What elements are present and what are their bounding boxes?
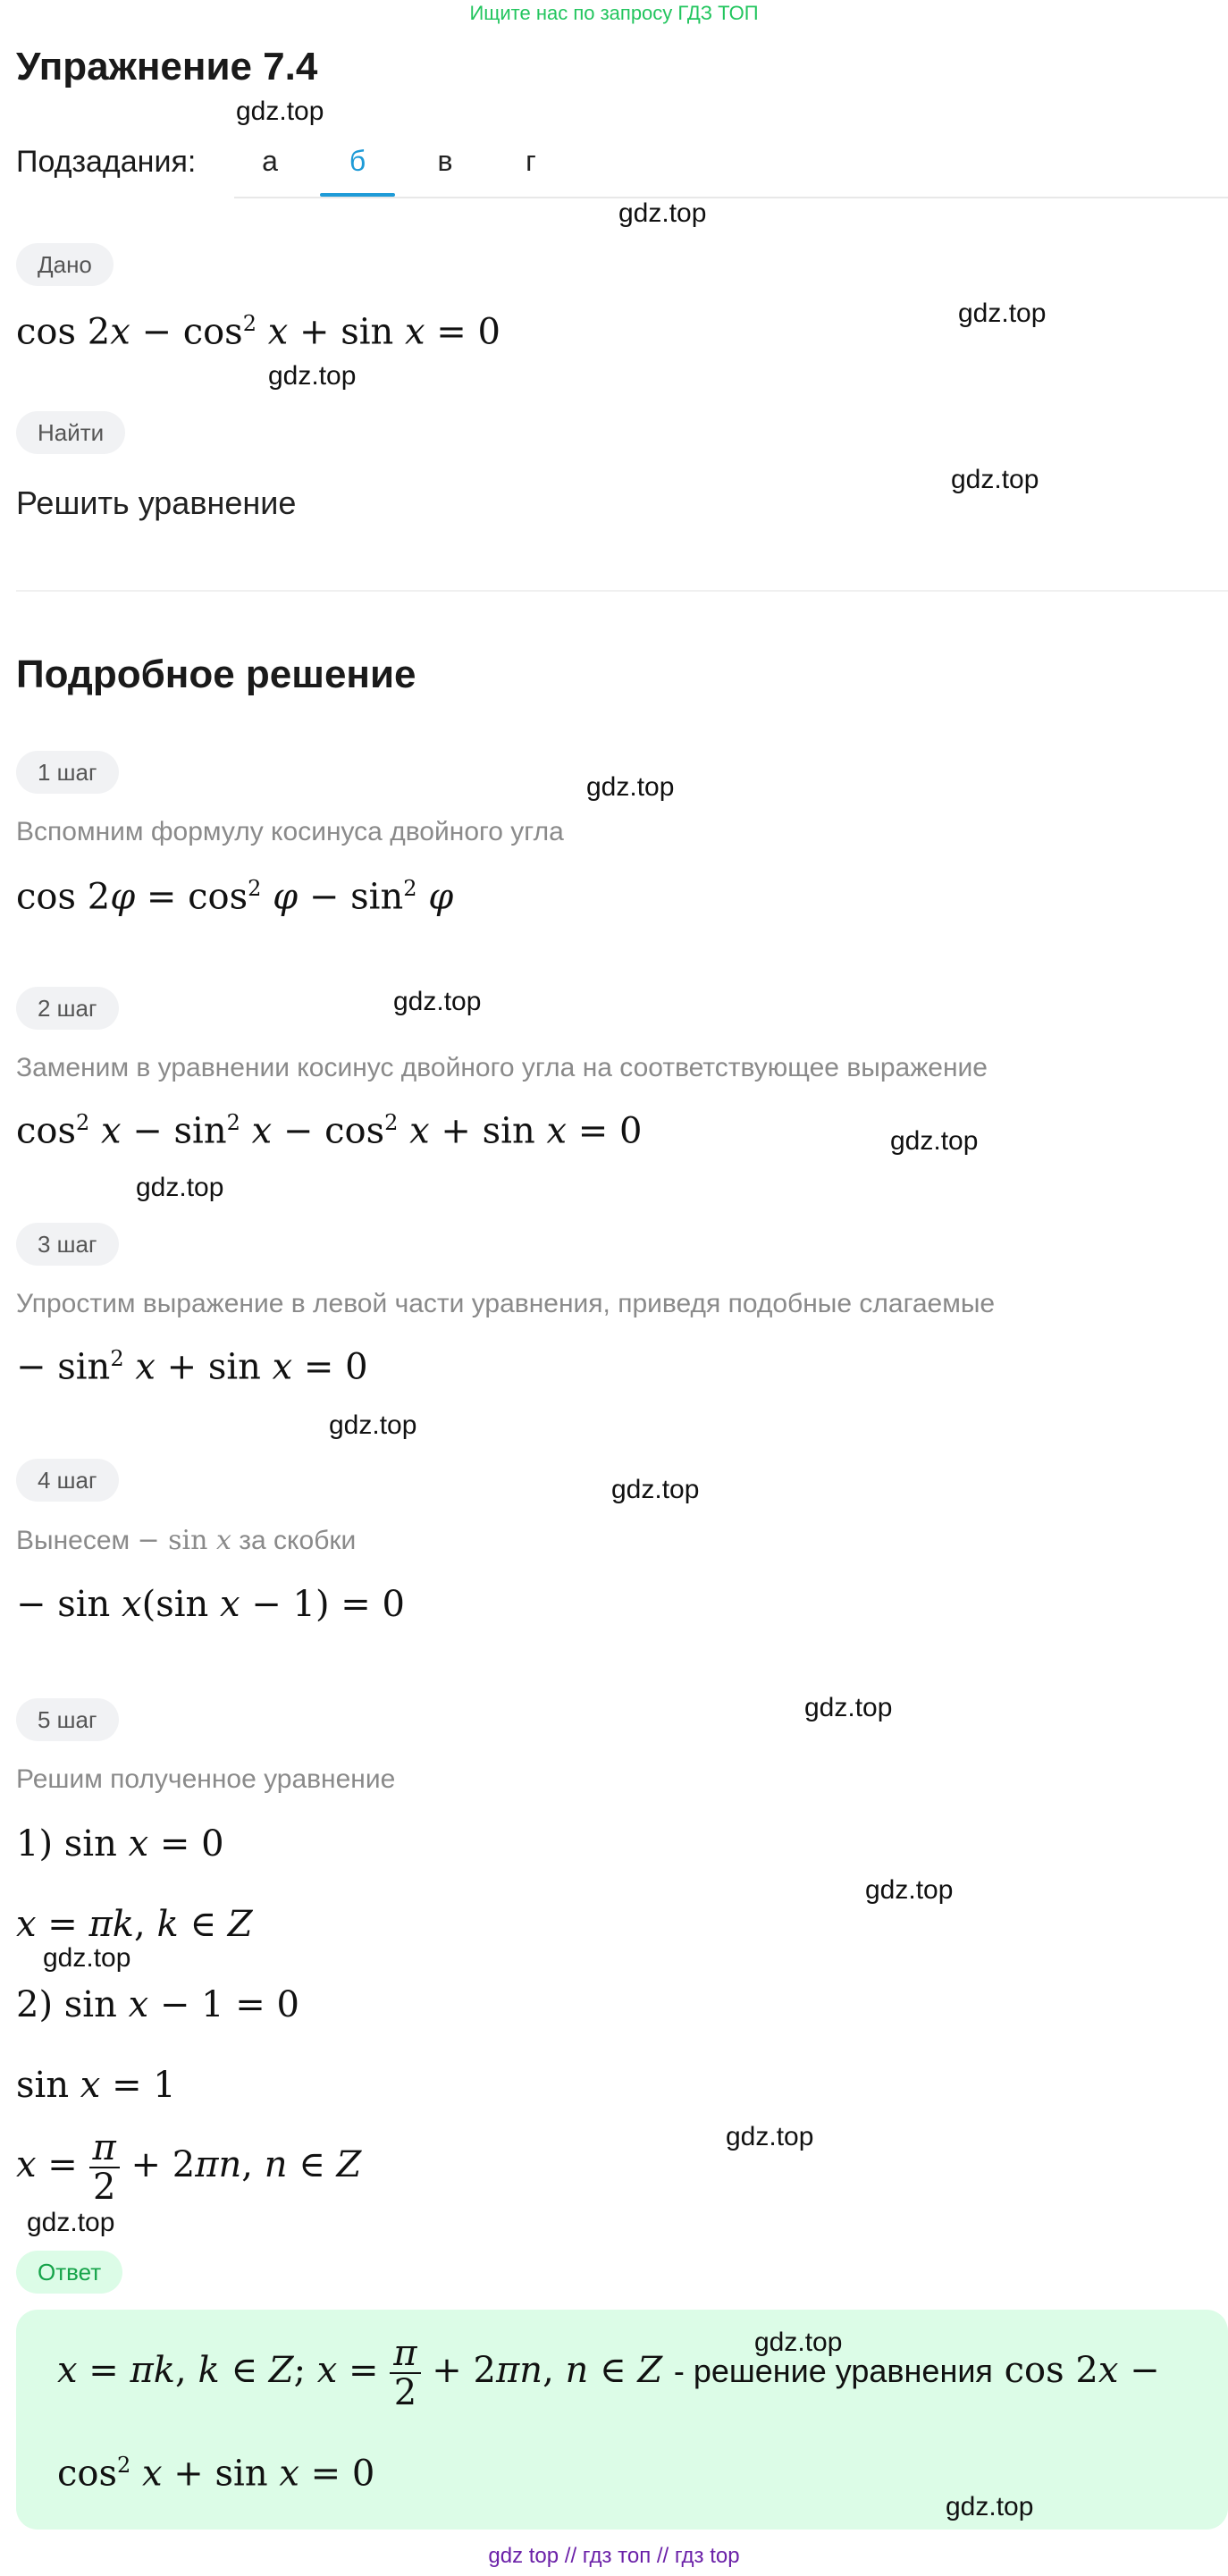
case-1-equation: 1) sin x = 0 — [16, 1823, 224, 1865]
step-2-equation: $\cos^2 x - \sin^2 x - \cos^2 x + \sin x = 0$ — [16, 1110, 643, 1152]
footer-links[interactable]: gdz top // гдз топ // гдз top — [488, 2544, 740, 2568]
tab-v[interactable]: в — [437, 145, 453, 177]
given-equation: $\cos 2x - \cos^2 x + \sin x = 0$ — [16, 311, 500, 353]
case-2-step: sin x = 1 — [16, 2065, 176, 2106]
step-3-badge: 3 шаг — [16, 1223, 119, 1266]
top-banner: Ищите нас по запросу ГДЗ ТОП — [469, 2, 759, 24]
find-text: Решить уравнение — [16, 484, 297, 521]
answer-line-2: $\cos^2 x + \sin x = 0$ — [57, 2453, 375, 2495]
section-divider — [16, 590, 1228, 592]
solution-title: Подробное решение — [16, 652, 416, 696]
step-2-badge: 2 шаг — [16, 987, 119, 1030]
step-1-equation: $\cos 2\varphi = \cos^2 \varphi - \sin^2 \varphi$ — [16, 876, 454, 918]
step-4-note: Вынесем − sin x за скобки — [16, 1525, 357, 1556]
watermark: gdz.top — [268, 361, 357, 391]
watermark: gdz.top — [890, 1126, 979, 1156]
answer-text: - решение уравнения — [673, 2353, 993, 2389]
step-3-equation: − $\sin^2 x + \sin x = 0$ — [16, 1346, 368, 1388]
step-2-note: Заменим в уравнении косинус двойного угла на соответствующее выражение — [16, 1053, 988, 1082]
step-4-badge: 4 шаг — [16, 1459, 119, 1502]
watermark: gdz.top — [136, 1173, 224, 1202]
watermark: gdz.top — [393, 987, 482, 1016]
step-4-note-suffix: за скобки — [239, 1526, 357, 1555]
step-3-note: Упростим выражение в левой части уравнения, приведя подобные слагаемые — [16, 1289, 996, 1318]
watermark: gdz.top — [726, 2122, 814, 2151]
case-1-solution: x = πk, k ∈ Z — [16, 1904, 253, 1945]
watermark: gdz.top — [946, 2492, 1034, 2521]
answer-badge: Ответ — [16, 2251, 122, 2294]
watermark: gdz.top — [951, 465, 1039, 494]
active-tab-indicator — [320, 193, 395, 197]
watermark: gdz.top — [754, 2328, 843, 2357]
tab-b[interactable]: б — [349, 145, 366, 177]
watermark: gdz.top — [865, 1875, 954, 1905]
step-1-badge: 1 шаг — [16, 751, 119, 794]
step-1-note: Вспомним формулу косинуса двойного угла — [16, 817, 564, 846]
subtasks-label: Подзадания: — [16, 145, 197, 179]
case-2-solution: x = $\frac{\pi}{2}$ + 2πn, n ∈ Z — [16, 2127, 362, 2208]
watermark: gdz.top — [43, 1943, 131, 1973]
watermark: gdz.top — [329, 1410, 417, 1440]
step-4-note-prefix: Вынесем — [16, 1526, 130, 1555]
answer-line-1: x = πk, k ∈ Z; x = $\frac{\pi}{2}$ + 2πn, n ∈ Z - решение уравнения cos 2x − — [57, 2333, 1160, 2413]
watermark: gdz.top — [236, 97, 324, 126]
subtask-tabs — [234, 125, 1228, 198]
tab-g[interactable]: г — [526, 145, 536, 177]
tab-a[interactable]: а — [262, 145, 278, 177]
answer-box — [16, 2310, 1228, 2530]
watermark: gdz.top — [611, 1475, 700, 1504]
watermark: gdz.top — [958, 299, 1047, 328]
find-badge: Найти — [16, 411, 125, 454]
case-2-equation: 2) sin x − 1 = 0 — [16, 1984, 299, 2025]
watermark: gdz.top — [586, 772, 675, 802]
given-badge: Дано — [16, 243, 114, 286]
watermark: gdz.top — [804, 1693, 893, 1722]
step-5-badge: 5 шаг — [16, 1698, 119, 1741]
step-4-equation: − sin x(sin x − 1) = 0 — [16, 1584, 405, 1625]
page-title: Упражнение 7.4 — [16, 45, 318, 88]
watermark: gdz.top — [618, 198, 707, 228]
watermark: gdz.top — [27, 2208, 115, 2237]
step-5-note: Решим полученное уравнение — [16, 1764, 396, 1794]
